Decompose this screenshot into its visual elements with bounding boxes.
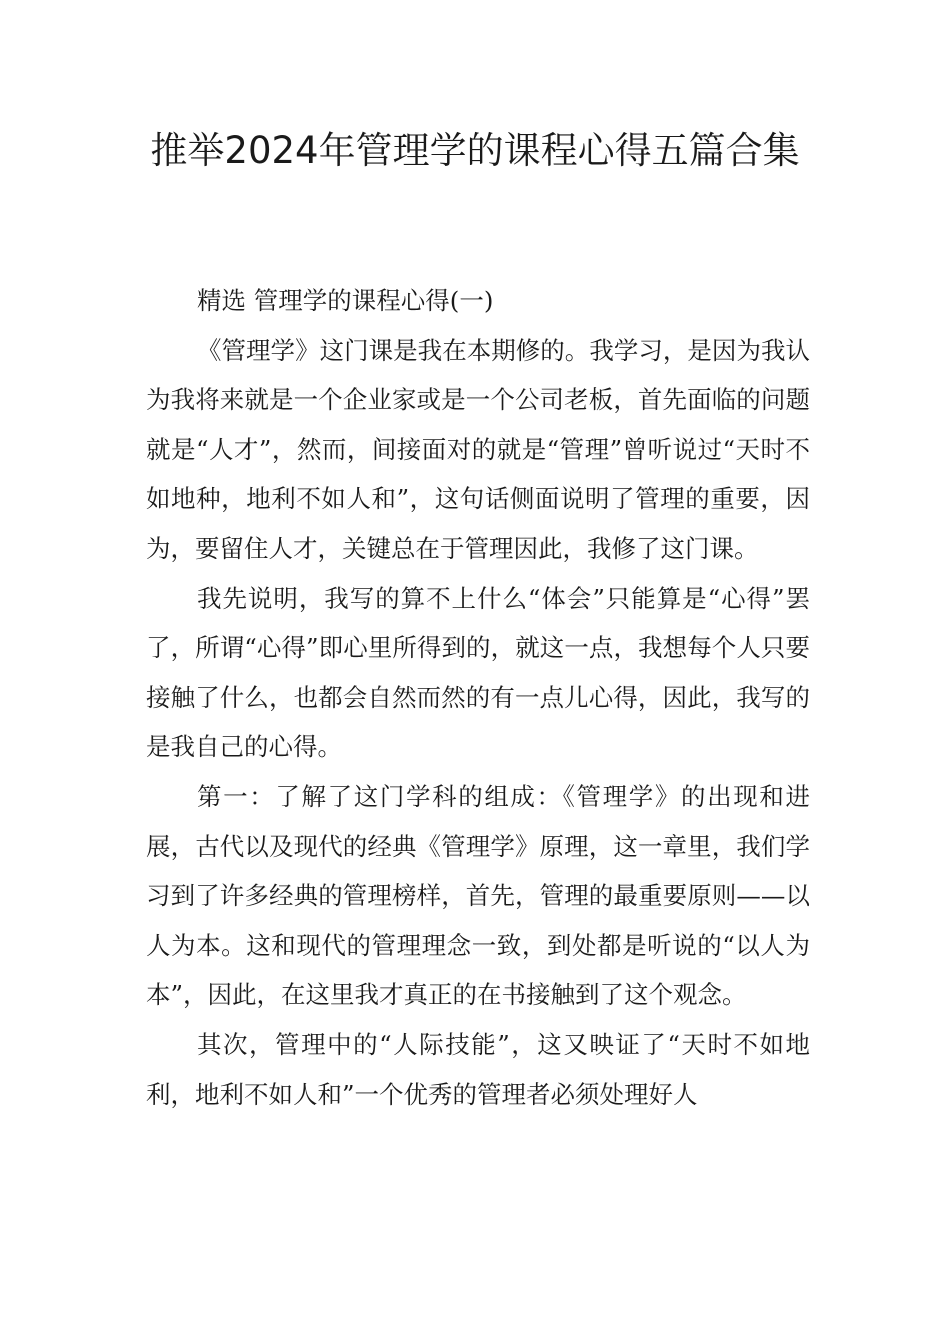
paragraph: 其次，管理中的“人际技能”，这又映证了“天时不如地利，地利不如人和”一个优秀的管理者必须处理好人 (146, 1029, 810, 1109)
document-body (146, 276, 810, 1119)
paragraph: 《管理学》这门课是我在本期修的。我学习，是因为我认为我将来就是一个企业家或是一个公司老板，首先面临的问题就是“人才”，然而，间接面对的就是“管理”曾听说过“天时不如地种，地利不如人和”，这句话侧面说明了管理的重要，因为，要留住人才，关键总在于管理因此，我修了这门课。 (146, 335, 810, 563)
paragraph: 第一：了解了这门学科的组成：《管理学》的出现和进展，古代以及现代的经典《管理学》原理，这一章里，我们学习到了许多经典的管理榜样，首先，管理的最重要原则——以人为本。这和现代的管理理念一致，到处都是听说的“以人为本”，因此，在这里我才真正的在书接触到了这个观念。 (146, 781, 810, 1010)
section-heading: 精选 管理学的课程心得(一) (197, 286, 494, 315)
document-title: 推举2024年管理学的课程心得五篇合集 (150, 129, 800, 172)
paragraph: 我先说明，我写的算不上什么“体会”只能算是“心得”罢了，所谓“心得”即心里所得到的，就这一点，我想每个人只要接触了什么，也都会自然而然的有一点儿心得，因此，我写的是我自己的心得。 (146, 583, 810, 762)
